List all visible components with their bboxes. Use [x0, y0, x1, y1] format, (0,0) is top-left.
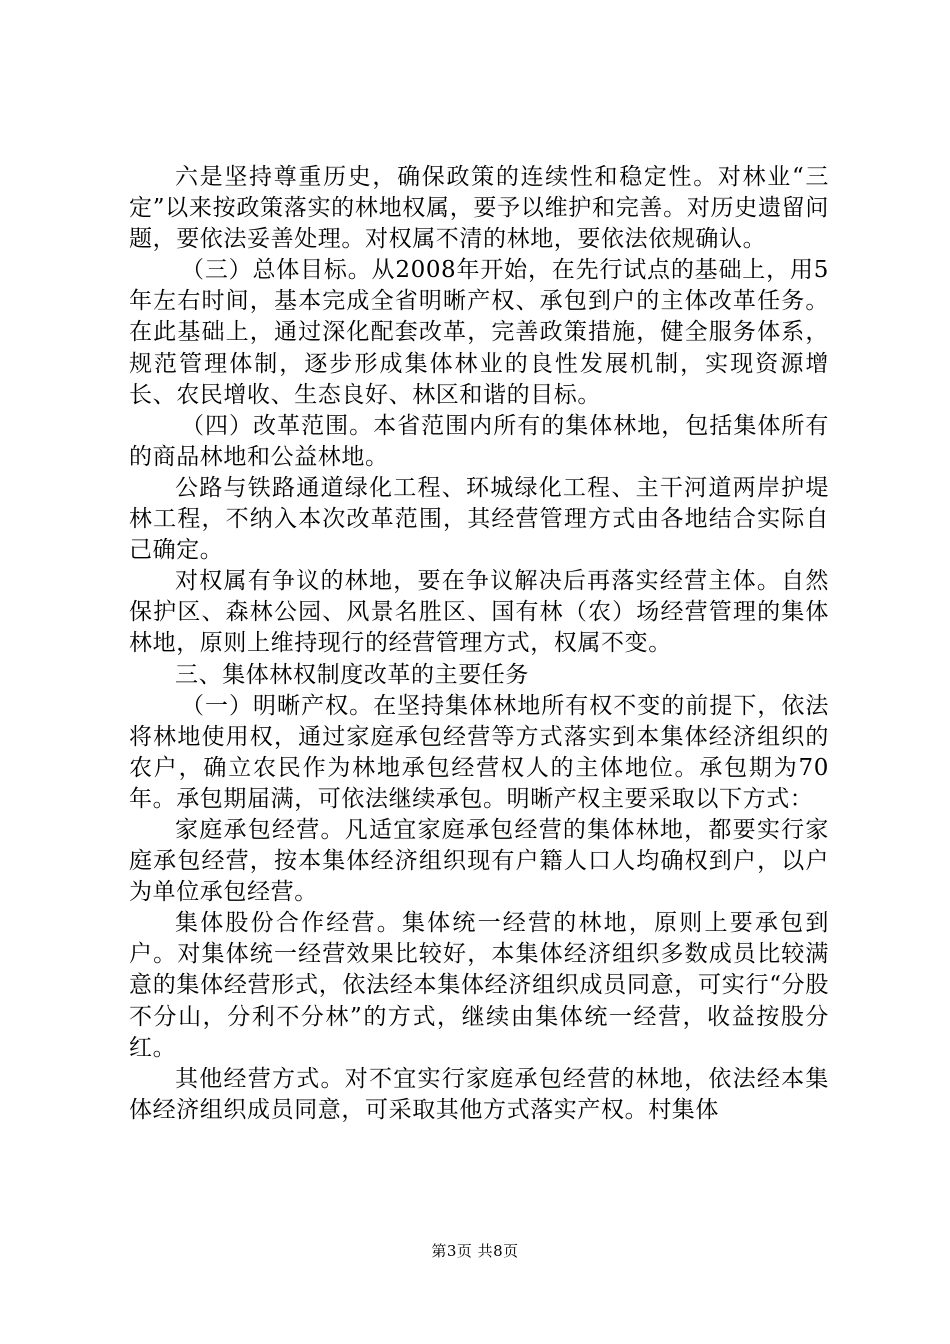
page-number-footer: 第3页 共8页	[431, 1242, 519, 1260]
paragraph-clarify-property-rights: （一）明晰产权。在坚持集体林地所有权不变的前提下，依法将林地使用权，通过家庭承包经营等方式落实到本集体经济组织的农户，确立农民作为林地承包经营权人的主体地位。承包期为70年。承包期届满，可依法继续承包。明晰产权主要采取以下方式：	[129, 692, 829, 812]
paragraph-overall-goal: （三）总体目标。从2008年开始，在先行试点的基础上，用5年左右时间，基本完成全省明晰产权、承包到户的主体改革任务。在此基础上，通过深化配套改革，完善政策措施，健全服务体系，规范管理体制，逐步形成集体林业的良性发展机制，实现资源增长、农民增收、生态良好、林区和谐的目标。	[129, 257, 829, 408]
document-body	[129, 162, 829, 1126]
paragraph-collective-shareholding: 集体股份合作经营。集体统一经营的林地，原则上要承包到户。对集体统一经营效果比较好，本集体经济组织多数成员比较满意的集体经营形式，依法经本集体经济组织成员同意，可实行“分股不分山，分利不分林”的方式，继续由集体统一经营，收益按股分红。	[129, 910, 829, 1061]
paragraph-disputed-land: 对权属有争议的林地，要在争议解决后再落实经营主体。自然保护区、森林公园、风景名胜区、国有林（农）场经营管理的集体林地，原则上维持现行的经营管理方式，权属不变。	[129, 568, 829, 657]
paragraph-reform-scope: （四）改革范围。本省范围内所有的集体林地，包括集体所有的商品林地和公益林地。	[129, 412, 829, 470]
paragraph-other-methods: 其他经营方式。对不宜实行家庭承包经营的林地，依法经本集体经济组织成员同意，可采取其他方式落实产权。村集体	[129, 1065, 829, 1123]
section-heading-main-tasks: 三、集体林权制度改革的主要任务	[175, 661, 529, 688]
paragraph-household-contract: 家庭承包经营。凡适宜家庭承包经营的集体林地，都要实行家庭承包经营，按本集体经济组织现有户籍人口人均确权到户，以户为单位承包经营。	[129, 816, 829, 906]
paragraph-excluded-projects: 公路与铁路通道绿化工程、环城绿化工程、主干河道两岸护堤林工程，不纳入本次改革范围，其经营管理方式由各地结合实际自己确定。	[129, 474, 829, 564]
paragraph-principle-six: 六是坚持尊重历史，确保政策的连续性和稳定性。对林业“三定”以来按政策落实的林地权属，要予以维护和完善。对历史遗留问题，要依法妥善处理。对权属不清的林地，要依法依规确认。	[129, 164, 829, 253]
